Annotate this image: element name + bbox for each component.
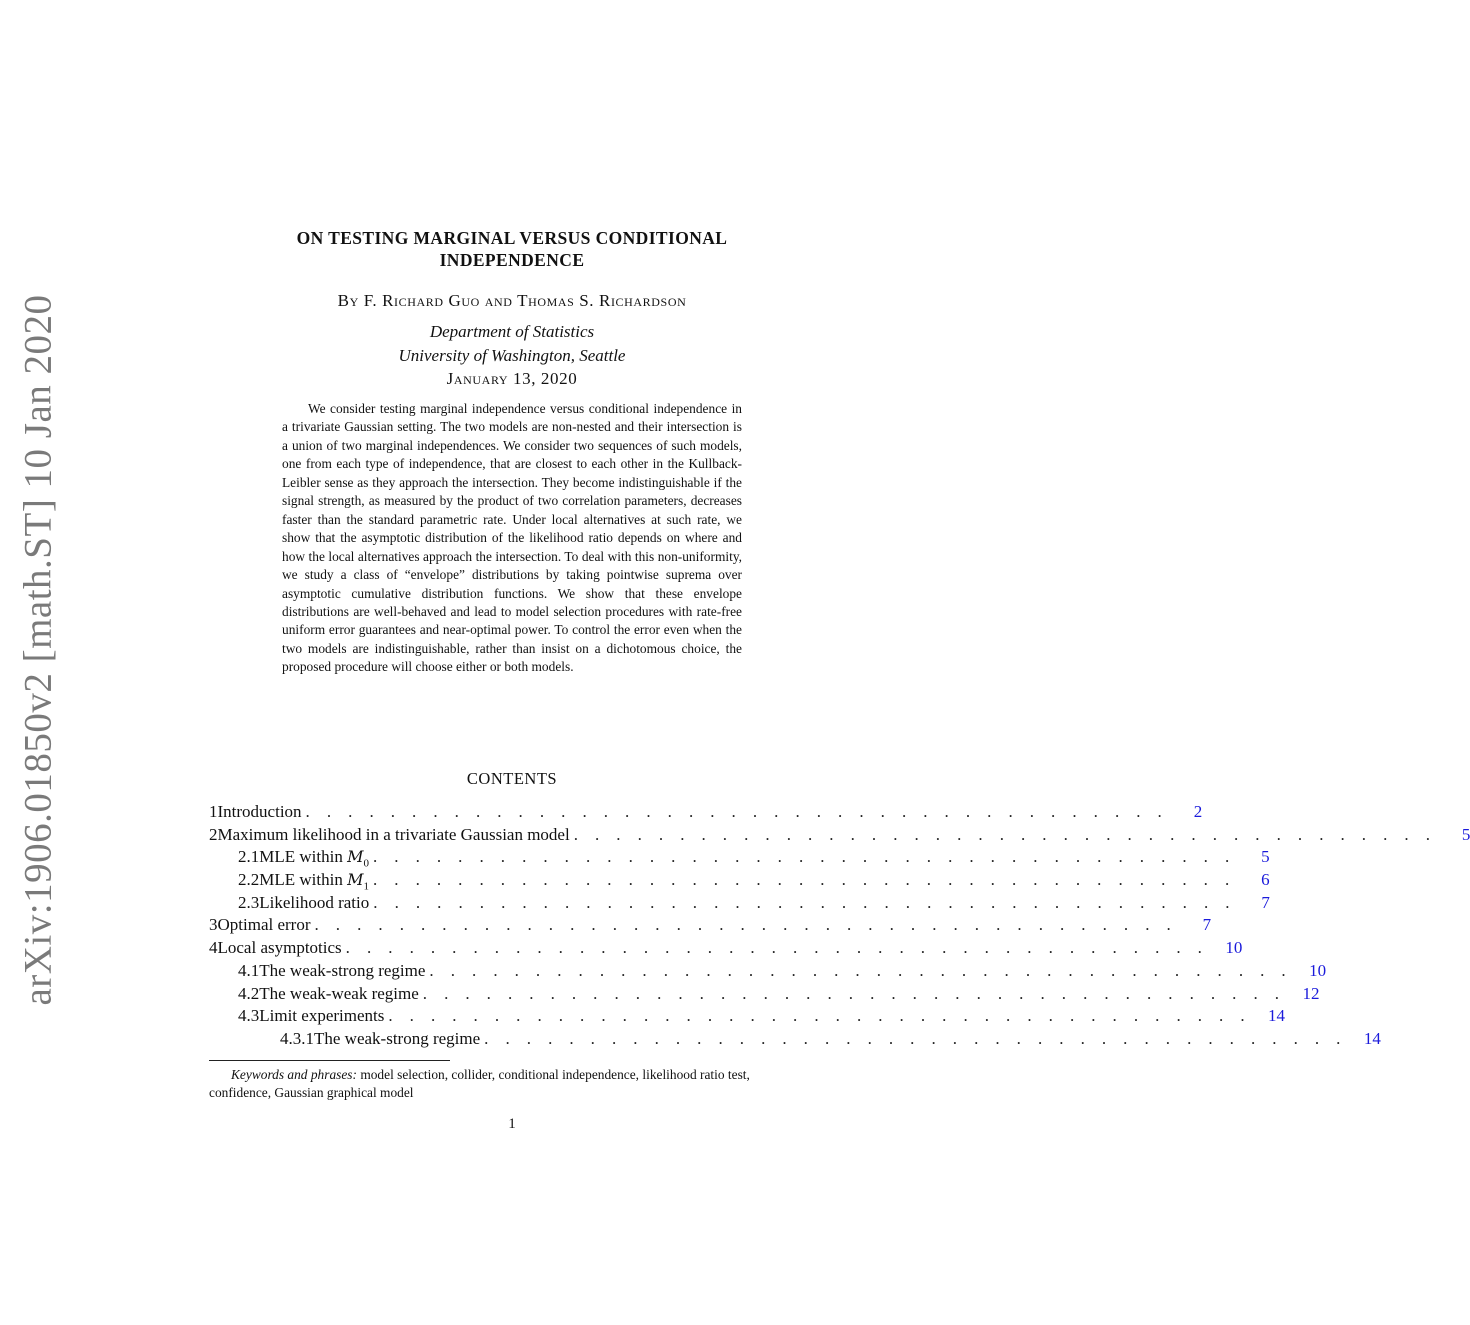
toc-title: The weak-weak regime [259,983,419,1003]
toc-entry[interactable] [209,801,1203,824]
toc-page-link[interactable]: 10 [1309,960,1327,980]
toc-title-text: MLE within [259,847,348,867]
toc-entry[interactable] [209,983,1320,1006]
toc-title-text: MLE within [259,870,348,890]
math-subscript: 1 [363,880,369,893]
toc-page-link[interactable]: 14 [1363,1028,1381,1048]
toc-leader: . . . . . . . . . . . . . . . . . . . . . . . . . . . . . . . . . . . . . . . . . [388,1006,1252,1026]
toc-page-link[interactable]: 14 [1268,1006,1286,1026]
toc-page-link[interactable]: 5 [1261,847,1270,867]
toc-title: Likelihood ratio [259,892,370,912]
contents-heading: CONTENTS [466,769,558,788]
math-symbol: M [347,870,364,890]
toc-number: 4 [209,938,218,958]
toc-title: The weak-strong regime [314,1028,481,1048]
toc-page-link[interactable]: 7 [1202,915,1212,935]
department: Department of Statistics [429,322,595,341]
toc-entry[interactable] [209,846,1270,870]
toc-entry[interactable] [209,937,1243,960]
toc-page-link[interactable]: 12 [1302,983,1320,1003]
toc-number: 4.2 [238,983,260,1003]
keywords-footnote [209,1066,812,1102]
toc-page-link[interactable]: 10 [1225,938,1243,958]
toc-leader: . . . . . . . . . . . . . . . . . . . . . . . . . . . . . . . . . . . . . . . . . [372,847,1236,867]
toc-title: Limit experiments [259,1006,385,1026]
keywords-label: Keywords and phrases: [231,1067,357,1082]
toc-leader: . . . . . . . . . . . . . . . . . . . . . . . . . . . . . . . . . . . . . . . . . [373,892,1236,912]
toc-number: 3 [209,915,218,935]
toc-entry[interactable] [209,1005,1286,1028]
toc-page-link[interactable]: 5 [1461,824,1470,844]
toc-number: 1 [209,802,218,821]
toc-page-link[interactable]: 7 [1261,892,1270,912]
toc-title: Local asymptotics [217,938,342,958]
page-number: 1 [508,1116,516,1132]
toc-page-link[interactable]: 6 [1261,870,1270,890]
math-subscript: 0 [363,857,369,870]
toc-number: 2.3 [238,892,260,912]
toc-number: 2.1 [238,847,260,867]
toc-number: 4.1 [238,960,260,980]
toc-number: 2 [209,824,218,844]
toc-leader: . . . . . . . . . . . . . . . . . . . . . . . . . . . . . . . . . . . . . . . . . [429,960,1293,980]
paper-date: January 13, 2020 [446,369,578,388]
toc-number: 2.2 [238,870,260,890]
math-symbol: M [347,847,364,867]
toc-leader: . . . . . . . . . . . . . . . . . . . . . . . . . . . . . . . . . . . . . . . . . [314,915,1178,935]
toc-title: Optimal error [217,915,311,935]
title-line-1: ON TESTING MARGINAL VERSUS CONDITIONAL [296,228,728,248]
footnote-divider [209,1060,450,1061]
table-of-contents [209,801,1470,1051]
abstract: We consider testing marginal independence versus conditional independence in a trivariate Gaussian setting. The two models are non-nested and their intersection is a union of two marginal independences. We consider two sequences of such models, one from each type of independence, that are closest to each other in the Kullback-Leibler sense as they approach the intersection. They become indistinguishable if the signal strength, as measured by the product of two correlation parameters, decreases faster than the standard parametric rate. Under local alternatives at such rate, we show that the asymptotic distribution of the likelihood ratio depends on where and how the local alternatives approach the intersection. To deal with this non-uniformity, we study a class of “envelope” distributions by taking pointwise suprema over asymptotic cumulative distribution functions. We show that these envelope distributions are well-behaved and lead to model selection procedures with rate-free uniform error guarantees and near-optimal power. To control the error even when the two models are indistinguishable, rather than insist on a dichotomous choice, the proposed procedure will choose either or both models. [282,401,742,675]
paper-title [200,227,824,271]
authors: By F. Richard Guo and Thomas S. Richardson [337,291,687,310]
toc-leader: . . . . . . . . . . . . . . . . . . . . . . . . . . . . . . . . . . . . . . . . . [305,802,1169,821]
toc-number: 4.3.1 [280,1028,314,1048]
toc-number: 4.3 [238,1006,260,1026]
arxiv-identifier: arXiv:1906.01850v2 [math.ST] 10 Jan 2020 [16,294,60,1006]
toc-leader: . . . . . . . . . . . . . . . . . . . . . . . . . . . . . . . . . . . . . . . . . [345,938,1209,958]
keywords-text: model selection, collider, conditional independence, likelihood ratio test, confidence, Gaussian graphical model [209,1067,750,1100]
toc-title: Maximum likelihood in a trivariate Gaussian model [217,824,570,844]
toc-leader: . . . . . . . . . . . . . . . . . . . . . . . . . . . . . . . . . . . . . . . . . [372,870,1236,890]
toc-entry[interactable] [209,892,1270,915]
toc-title: Introduction [217,802,302,821]
toc-page-link[interactable]: 2 [1193,802,1203,821]
toc-entry[interactable] [209,869,1270,893]
toc-entry[interactable] [209,914,1212,937]
toc-entry[interactable] [209,824,1470,847]
toc-entry[interactable] [209,960,1327,983]
toc-leader: . . . . . . . . . . . . . . . . . . . . . . . . . . . . . . . . . . . . . . . . . [422,983,1286,1003]
toc-leader: . . . . . . . . . . . . . . . . . . . . . . . . . . . . . . . . . . . . . . . . . [484,1028,1347,1048]
toc-leader: . . . . . . . . . . . . . . . . . . . . . . . . . . . . . . . . . . . . . . . . . [573,824,1437,844]
university: University of Washington, Seattle [398,346,626,365]
title-line-2: INDEPENDENCE [439,250,585,270]
toc-title: The weak-strong regime [259,960,426,980]
toc-entry[interactable] [209,1028,1381,1051]
